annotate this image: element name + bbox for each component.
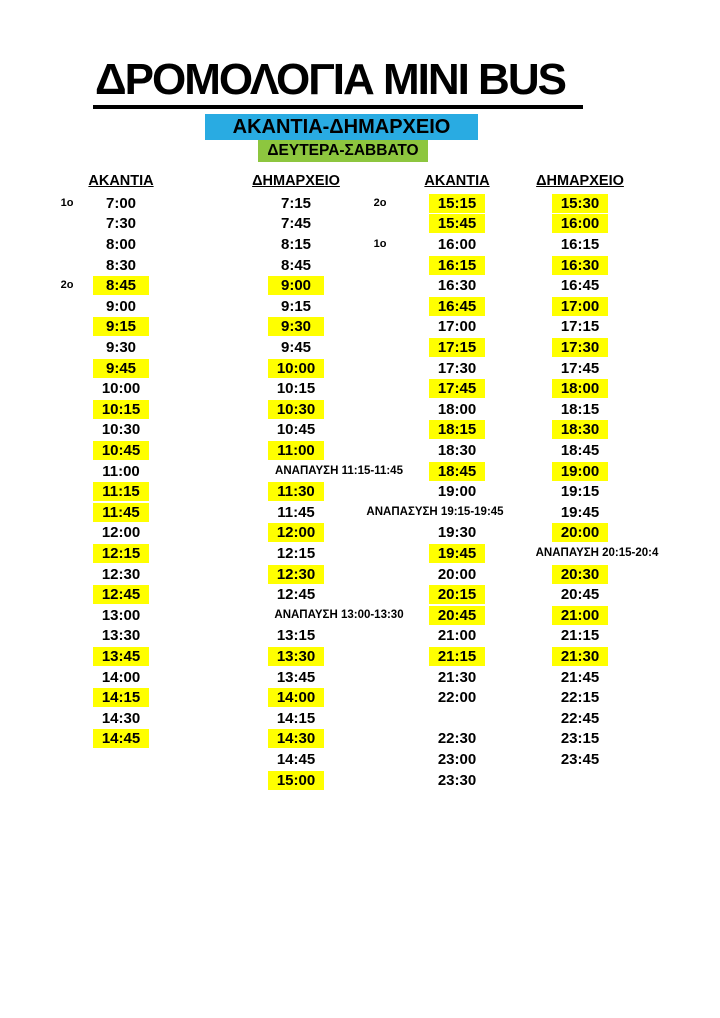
time-cell: 7:45 xyxy=(280,215,312,233)
time-cell-cell xyxy=(268,626,324,647)
time-cell: 14:30 xyxy=(268,729,324,748)
time-cell: 8:15 xyxy=(280,235,312,253)
time-cell: 10:15 xyxy=(93,400,149,419)
time-cell-cell xyxy=(552,626,608,647)
time-cell: 17:15 xyxy=(429,338,485,357)
time-cell: 16:15 xyxy=(560,235,600,253)
time-cell: 19:15 xyxy=(560,483,600,501)
time-cell: 8:30 xyxy=(105,256,137,274)
time-cell: 23:00 xyxy=(437,750,477,768)
time-cell: 11:00 xyxy=(102,462,140,480)
bus-marker-cell xyxy=(61,275,74,296)
time-cell: 17:30 xyxy=(437,359,477,377)
time-cell-cell xyxy=(429,605,485,626)
time-cell: 10:30 xyxy=(268,400,324,419)
time-cell-cell xyxy=(268,543,324,564)
time-cell-cell xyxy=(268,399,324,420)
time-cell-cell xyxy=(429,543,485,564)
time-cell-cell xyxy=(93,543,149,564)
time-cell-cell xyxy=(93,234,149,255)
time-cell: 13:15 xyxy=(276,627,316,645)
time-cell-cell xyxy=(93,502,149,523)
time-cell-cell xyxy=(429,667,485,688)
time-cell-cell xyxy=(93,461,149,482)
time-cell-cell xyxy=(552,440,608,461)
time-cell: 17:45 xyxy=(429,379,485,398)
time-cell: 18:15 xyxy=(560,400,600,418)
time-cell: 21:15 xyxy=(429,647,485,666)
time-cell-cell xyxy=(552,584,608,605)
time-cell: 14:00 xyxy=(268,688,324,707)
rest-break-note-cell xyxy=(274,605,403,626)
time-cell: 16:30 xyxy=(552,256,608,275)
time-cell-cell xyxy=(552,481,608,502)
time-cell: 16:45 xyxy=(429,297,485,316)
time-cell: 13:00 xyxy=(101,606,141,624)
time-cell-cell xyxy=(268,337,324,358)
time-cell-cell xyxy=(93,255,149,276)
time-cell: 12:30 xyxy=(101,565,141,583)
time-cell: 8:45 xyxy=(93,276,149,295)
rest-break-note: ΑΝΑΠΑΥΣΗ 20:15-20:4 xyxy=(535,546,659,559)
time-cell-cell xyxy=(93,317,149,338)
time-cell-cell xyxy=(93,275,149,296)
time-cell-cell xyxy=(429,296,485,317)
time-cell: 11:45 xyxy=(93,503,149,522)
rest-break-note: ΑΝΑΠΑΥΣΗ 11:15-11:45 xyxy=(275,464,403,477)
time-cell: 12:45 xyxy=(276,586,316,604)
bus-marker: 1ο xyxy=(373,237,387,250)
time-cell-cell xyxy=(552,708,608,729)
time-cell: 19:45 xyxy=(560,503,600,521)
time-cell-cell xyxy=(429,420,485,441)
time-cell-cell xyxy=(552,749,608,770)
bus-marker-cell xyxy=(374,234,387,255)
time-cell-cell xyxy=(429,523,485,544)
time-cell: 22:30 xyxy=(437,730,477,748)
time-cell: 13:30 xyxy=(268,647,324,666)
time-cell: 21:00 xyxy=(552,606,608,625)
time-cell-cell xyxy=(429,275,485,296)
time-cell-cell xyxy=(268,440,324,461)
time-cell-cell xyxy=(93,564,149,585)
time-cell-cell xyxy=(268,193,324,214)
time-cell-cell xyxy=(429,378,485,399)
time-cell-cell xyxy=(552,461,608,482)
time-cell-cell xyxy=(268,667,324,688)
time-cell: 16:30 xyxy=(437,277,477,295)
time-cell-cell xyxy=(268,214,324,235)
time-cell: 11:00 xyxy=(268,441,324,460)
time-cell-cell xyxy=(268,687,324,708)
time-cell: 19:00 xyxy=(552,462,608,481)
time-cell: 17:30 xyxy=(552,338,608,357)
time-cell: 7:30 xyxy=(105,215,137,233)
time-cell-cell xyxy=(268,234,324,255)
time-cell-cell xyxy=(93,687,149,708)
time-cell: 18:30 xyxy=(552,420,608,439)
time-cell: 9:15 xyxy=(93,317,149,336)
time-cell-cell xyxy=(429,234,485,255)
time-cell: 18:00 xyxy=(437,400,477,418)
time-cell-cell xyxy=(552,420,608,441)
time-cell-cell xyxy=(268,564,324,585)
time-cell-cell xyxy=(552,646,608,667)
time-cell-cell xyxy=(93,584,149,605)
time-cell-cell xyxy=(93,193,149,214)
time-cell-cell xyxy=(552,275,608,296)
time-cell-cell xyxy=(268,296,324,317)
time-cell: 22:45 xyxy=(560,709,600,727)
time-cell: 13:45 xyxy=(276,668,316,686)
time-cell: 18:45 xyxy=(429,462,485,481)
time-cell: 9:45 xyxy=(93,359,149,378)
bus-marker: 2ο xyxy=(373,196,387,209)
time-cell-cell xyxy=(93,667,149,688)
time-cell-cell xyxy=(93,399,149,420)
time-cell-cell xyxy=(552,193,608,214)
time-cell-cell xyxy=(552,523,608,544)
rest-break-note-cell xyxy=(536,543,659,564)
time-cell: 18:30 xyxy=(437,441,477,459)
time-cell: 14:15 xyxy=(93,688,149,707)
column-header-akantia-2: ΑΚΑΝΤΙΑ xyxy=(424,173,490,189)
time-cell: 9:00 xyxy=(268,276,324,295)
time-cell: 12:15 xyxy=(276,544,316,562)
time-cell: 18:00 xyxy=(552,379,608,398)
bus-marker-cell xyxy=(61,193,74,214)
time-cell: 7:00 xyxy=(105,194,137,212)
time-cell-cell xyxy=(268,275,324,296)
days-banner-label: ΔΕΥΤΕΡΑ-ΣΑΒΒΑΤΟ xyxy=(267,142,419,159)
time-cell-cell xyxy=(429,317,485,338)
time-cell: 20:00 xyxy=(437,565,477,583)
time-cell-cell xyxy=(93,420,149,441)
time-cell-cell xyxy=(429,626,485,647)
rest-break-note: ΑΝΑΠΑΣΥΣΗ 19:15-19:45 xyxy=(366,505,504,518)
time-cell: 16:00 xyxy=(552,214,608,233)
time-cell-cell xyxy=(429,214,485,235)
time-cell-cell xyxy=(429,687,485,708)
time-cell: 23:30 xyxy=(437,771,477,789)
time-cell: 9:30 xyxy=(268,317,324,336)
time-cell: 9:45 xyxy=(280,338,312,356)
time-cell: 9:00 xyxy=(105,297,137,315)
time-cell-cell xyxy=(552,234,608,255)
time-cell-cell xyxy=(429,481,485,502)
time-cell: 11:30 xyxy=(268,482,324,501)
route-banner-label: ΑΚΑΝΤΙΑ-ΔΗΜΑΡΧΕΙΟ xyxy=(232,115,451,138)
time-cell: 17:15 xyxy=(560,318,600,336)
time-cell: 20:45 xyxy=(560,586,600,604)
time-cell-cell xyxy=(268,502,324,523)
time-cell: 13:30 xyxy=(101,627,141,645)
time-cell-cell xyxy=(268,317,324,338)
rest-break-note-cell xyxy=(366,502,503,523)
time-cell: 11:15 xyxy=(93,482,149,501)
time-cell: 20:45 xyxy=(429,606,485,625)
time-cell: 20:00 xyxy=(552,523,608,542)
time-cell: 16:45 xyxy=(560,277,600,295)
column-header-akantia-1: ΑΚΑΝΤΙΑ xyxy=(88,173,154,189)
time-cell: 10:45 xyxy=(93,441,149,460)
time-cell-cell xyxy=(552,687,608,708)
time-cell: 12:15 xyxy=(93,544,149,563)
time-cell-cell xyxy=(429,461,485,482)
days-banner xyxy=(258,140,428,162)
time-cell-cell xyxy=(429,564,485,585)
time-cell-cell xyxy=(552,296,608,317)
time-cell-cell xyxy=(552,399,608,420)
time-cell-cell xyxy=(93,523,149,544)
time-cell: 12:00 xyxy=(101,524,141,542)
time-cell-cell xyxy=(552,564,608,585)
time-cell-cell xyxy=(429,729,485,750)
page-title: ΔΡΟΜΟΛΟΓΙΑ MINI BUS xyxy=(93,58,583,109)
time-cell: 14:45 xyxy=(93,729,149,748)
time-cell-cell xyxy=(268,770,324,791)
time-cell-cell xyxy=(268,523,324,544)
column-header-dimarxeio-1: ΔΗΜΑΡΧΕΙΟ xyxy=(252,173,340,189)
time-cell: 8:45 xyxy=(280,256,312,274)
time-cell: 14:00 xyxy=(101,668,141,686)
time-cell-cell xyxy=(429,749,485,770)
time-cell: 23:15 xyxy=(560,730,600,748)
time-cell: 11:45 xyxy=(277,503,315,521)
time-cell: 20:30 xyxy=(552,565,608,584)
time-cell: 19:30 xyxy=(437,524,477,542)
time-cell-cell xyxy=(268,708,324,729)
time-cell: 15:00 xyxy=(268,771,324,790)
time-cell: 21:30 xyxy=(437,668,477,686)
time-cell-cell xyxy=(93,214,149,235)
time-cell: 10:30 xyxy=(101,421,141,439)
time-cell: 22:00 xyxy=(437,689,477,707)
time-cell: 18:15 xyxy=(429,420,485,439)
time-cell-cell xyxy=(429,399,485,420)
time-cell: 14:15 xyxy=(276,709,316,727)
time-cell: 12:00 xyxy=(268,523,324,542)
time-cell-cell xyxy=(429,255,485,276)
time-cell-cell xyxy=(93,358,149,379)
bus-marker-cell xyxy=(374,193,387,214)
time-cell-cell xyxy=(552,605,608,626)
time-cell: 21:15 xyxy=(560,627,600,645)
time-cell-cell xyxy=(93,605,149,626)
time-cell-cell xyxy=(268,481,324,502)
time-cell: 7:15 xyxy=(280,194,312,212)
time-cell: 10:00 xyxy=(101,380,141,398)
time-cell-cell xyxy=(93,481,149,502)
time-cell: 18:45 xyxy=(560,441,600,459)
time-cell-cell xyxy=(552,729,608,750)
time-cell-cell xyxy=(552,378,608,399)
time-cell-cell xyxy=(93,378,149,399)
time-cell-cell xyxy=(429,440,485,461)
time-cell-cell xyxy=(93,646,149,667)
time-cell-cell xyxy=(429,770,485,791)
bus-marker: 1ο xyxy=(60,196,74,209)
time-cell-cell xyxy=(268,378,324,399)
time-cell-cell xyxy=(268,420,324,441)
time-cell-cell xyxy=(268,749,324,770)
time-cell-cell xyxy=(552,255,608,276)
time-cell: 14:45 xyxy=(276,750,316,768)
time-cell: 16:00 xyxy=(437,235,477,253)
time-cell-cell xyxy=(93,440,149,461)
time-cell: 14:30 xyxy=(101,709,141,727)
time-cell-cell xyxy=(93,626,149,647)
time-cell: 10:00 xyxy=(268,359,324,378)
time-cell-cell xyxy=(429,193,485,214)
time-cell: 21:45 xyxy=(560,668,600,686)
time-cell-cell xyxy=(268,358,324,379)
time-cell-cell xyxy=(552,214,608,235)
time-cell-cell xyxy=(268,729,324,750)
time-cell: 19:45 xyxy=(429,544,485,563)
time-cell-cell xyxy=(93,729,149,750)
time-cell: 10:15 xyxy=(276,380,316,398)
time-cell: 15:30 xyxy=(552,194,608,213)
time-cell-cell xyxy=(268,646,324,667)
time-cell: 8:00 xyxy=(105,235,137,253)
time-cell: 15:15 xyxy=(429,194,485,213)
time-cell-cell xyxy=(552,337,608,358)
time-cell: 21:30 xyxy=(552,647,608,666)
time-cell: 12:45 xyxy=(93,585,149,604)
column-header-dimarxeio-2: ΔΗΜΑΡΧΕΙΟ xyxy=(536,173,624,189)
route-banner xyxy=(205,114,478,140)
time-cell: 13:45 xyxy=(93,647,149,666)
time-cell: 10:45 xyxy=(276,421,316,439)
time-cell-cell xyxy=(93,296,149,317)
time-cell: 19:00 xyxy=(437,483,477,501)
time-cell-cell xyxy=(429,584,485,605)
time-cell: 23:45 xyxy=(560,750,600,768)
time-cell: 20:15 xyxy=(429,585,485,604)
time-cell-cell xyxy=(93,708,149,729)
time-cell-cell xyxy=(93,337,149,358)
time-cell-cell xyxy=(268,584,324,605)
time-cell: 15:45 xyxy=(429,214,485,233)
time-cell-cell xyxy=(429,646,485,667)
time-cell: 9:30 xyxy=(105,338,137,356)
time-cell-cell xyxy=(429,337,485,358)
time-cell: 22:15 xyxy=(560,689,600,707)
time-cell-cell xyxy=(552,502,608,523)
time-cell: 9:15 xyxy=(280,297,312,315)
time-cell-cell xyxy=(552,358,608,379)
rest-break-note-cell xyxy=(275,461,403,482)
time-cell: 12:30 xyxy=(268,565,324,584)
time-cell: 17:45 xyxy=(560,359,600,377)
bus-marker: 2ο xyxy=(60,279,74,292)
time-cell: 17:00 xyxy=(552,297,608,316)
time-cell-cell xyxy=(552,317,608,338)
time-cell: 21:00 xyxy=(437,627,477,645)
rest-break-note: ΑΝΑΠΑΥΣΗ 13:00-13:30 xyxy=(274,608,404,621)
time-cell: 17:00 xyxy=(437,318,477,336)
time-cell-cell xyxy=(552,667,608,688)
time-cell-cell xyxy=(429,358,485,379)
time-cell: 16:15 xyxy=(429,256,485,275)
time-cell-cell xyxy=(268,255,324,276)
